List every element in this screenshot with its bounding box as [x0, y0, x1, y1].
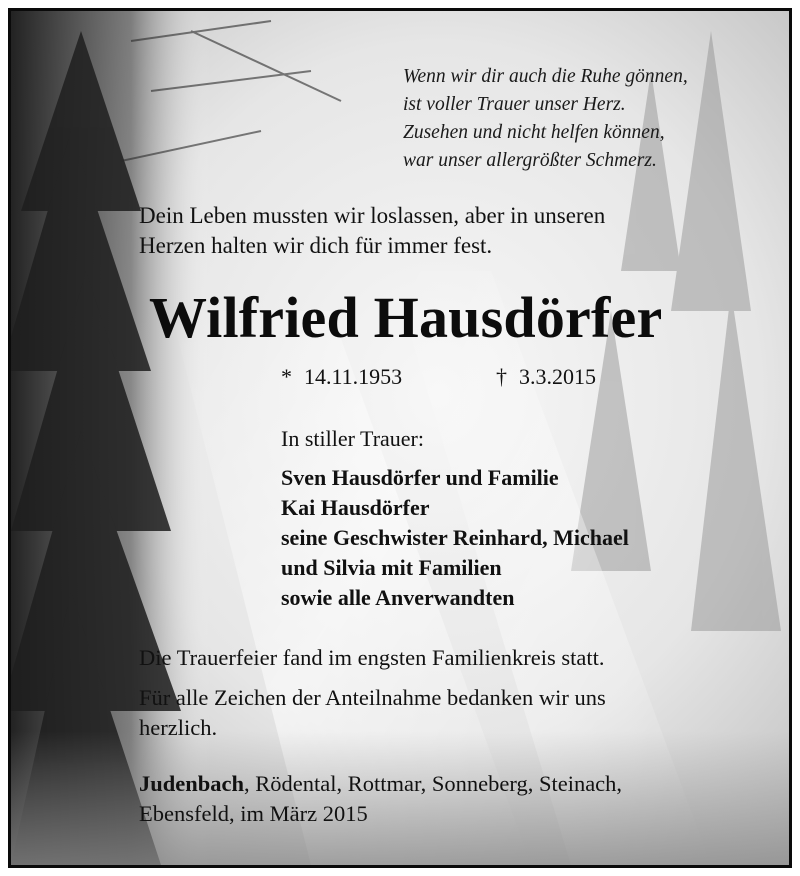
intro-line: Dein Leben mussten wir loslassen, aber in unseren: [139, 203, 606, 228]
funeral-note-line: Die Trauerfeier fand im engsten Familienkreis statt.: [139, 645, 605, 670]
mourner-line: Kai Hausdörfer: [281, 495, 430, 520]
places-date-line: Ebensfeld, im März 2015: [139, 801, 368, 826]
mourner-line: und Silvia mit Familien: [281, 555, 502, 580]
intro-line: Herzen halten wir dich für immer fest.: [139, 233, 493, 258]
mourning-label: In stiller Trauer:: [281, 426, 424, 451]
places-and-date: [139, 769, 622, 829]
poem-line: Wenn wir dir auch die Ruhe gönnen,: [403, 66, 688, 87]
mourner-line: Sven Hausdörfer und Familie: [281, 465, 559, 490]
thanks-line: Für alle Zeichen der Anteilnahme bedanken wir uns: [139, 685, 606, 710]
obituary-notice: [8, 8, 792, 868]
places-rest: , Rödental, Rottmar, Sonneberg, Steinach,: [244, 771, 623, 796]
deceased-name: Wilfried Hausdörfer: [149, 285, 663, 350]
mourner-line: sowie alle Anverwandten: [281, 585, 515, 610]
birth-symbol: *: [281, 364, 292, 389]
mourners-list: [281, 463, 629, 613]
places-line: [139, 769, 622, 799]
memorial-poem: [403, 63, 688, 175]
poem-line: war unser allergrößter Schmerz.: [403, 150, 657, 171]
birth-date-value: 14.11.1953: [304, 364, 403, 389]
death-symbol: †: [496, 364, 507, 389]
poem-line: ist voller Trauer unser Herz.: [403, 94, 626, 115]
place-highlight: Judenbach: [139, 771, 245, 796]
death-date-value: 3.3.2015: [519, 364, 596, 389]
thanks-note: [139, 683, 606, 743]
birth-date: [281, 363, 402, 391]
thanks-line: herzlich.: [139, 715, 218, 740]
funeral-note: [139, 643, 605, 673]
poem-line: Zusehen und nicht helfen können,: [403, 122, 665, 143]
intro-text: [139, 201, 605, 261]
mourner-line: seine Geschwister Reinhard, Michael: [281, 525, 629, 550]
death-date: [496, 363, 596, 391]
